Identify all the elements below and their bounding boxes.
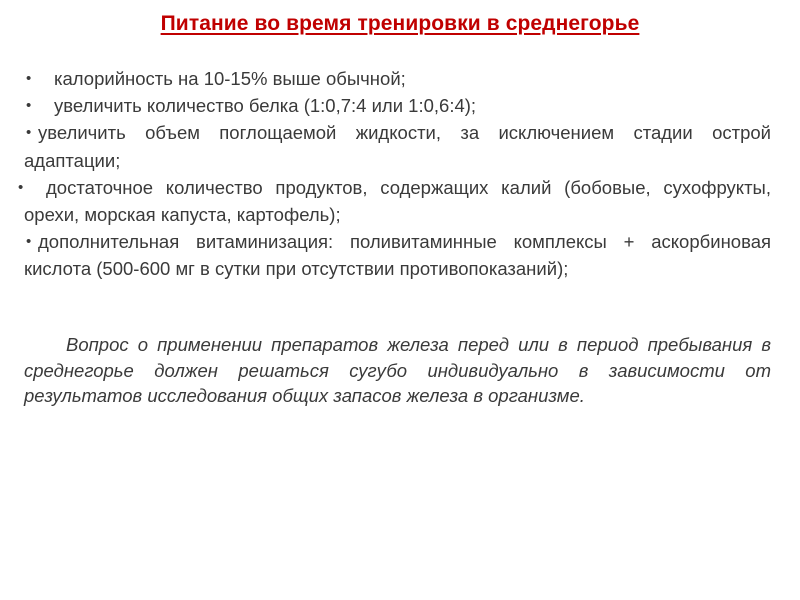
slide-title-text: Питание во время тренировки в среднегорье <box>160 12 640 35</box>
bullet-item <box>24 65 771 92</box>
bullet-item <box>24 228 771 282</box>
bullet-text: достаточное количество продуктов, содержащих калий (бобовые, сухофрукты, орехи, морская капуста, картофель); <box>24 176 771 226</box>
bullet-marker: • <box>26 124 32 142</box>
bullet-list <box>18 65 771 283</box>
bullet-marker: • <box>18 178 24 196</box>
bullet-marker: • <box>26 97 32 115</box>
bullet-marker: • <box>26 233 32 251</box>
bullet-text: увеличить количество белка (1:0,7:4 или 1:0,6:4); <box>54 95 477 117</box>
bullet-item <box>24 119 771 173</box>
slide-title <box>0 10 800 38</box>
note-paragraph: Вопрос о применении препаратов железа перед или в период пребывания в среднегорье должен решаться сугубо индивидуально в зависимости от результатов исследования общих запасов железа в организме. <box>24 334 771 406</box>
bullet-text: калорийность на 10-15% выше обычной; <box>54 68 406 89</box>
bullet-marker: • <box>26 70 32 87</box>
bullet-text: увеличить объем поглощаемой жидкости, за исключением стадии острой адаптации; <box>24 122 771 171</box>
bullet-item <box>18 174 771 228</box>
bullet-item <box>24 92 771 119</box>
bullet-text: дополнительная витаминизация: поливитаминные комплексы + аскорбиновая кислота (500-600 мг в сутки при отсутствии противопоказаний); <box>24 231 771 280</box>
